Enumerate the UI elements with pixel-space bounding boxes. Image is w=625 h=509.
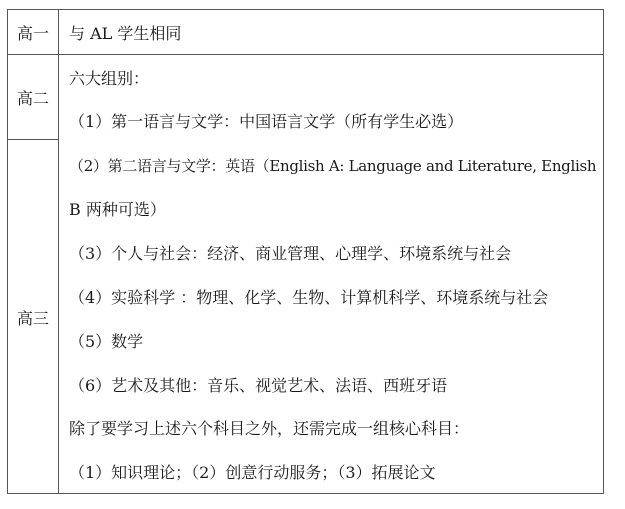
grade-cell-2: 高二 — [8, 55, 58, 140]
group-item-3: （3）个人与社会：经济、商业管理、心理学、环境系统与社会 — [69, 244, 512, 263]
curriculum-table — [7, 9, 604, 494]
core-items: （1）知识理论；（2）创意行动服务；（3）拓展论文 — [69, 463, 436, 482]
groups-heading: 六大组别： — [69, 69, 150, 88]
grade-column — [8, 10, 59, 493]
grade-cell-3: 高三 — [16, 308, 49, 328]
group-item-5: （5）数学 — [69, 332, 144, 351]
content-column — [59, 10, 604, 493]
group-item-4: （4）实验科学 ：物理、化学、生物、计算机科学、环境系统与社会 — [69, 288, 549, 307]
group-item-1: （1）第一语言与文学：中国语言文学（所有学生必选） — [69, 112, 464, 131]
grade-cell-1: 高一 — [8, 10, 58, 55]
core-heading: 除了要学习上述六个科目之外，还需完成一组核心科目： — [69, 419, 470, 438]
group-item-2-cont: B 两种可选） — [69, 200, 166, 219]
group-item-2: （2）第二语言与文学：英语（English A: Language and Literature, English — [69, 157, 597, 175]
row1-content: 与 AL 学生相同 — [59, 10, 604, 55]
group-item-6: （6）艺术及其他：音乐、视觉艺术、法语、西班牙语 — [69, 376, 448, 395]
